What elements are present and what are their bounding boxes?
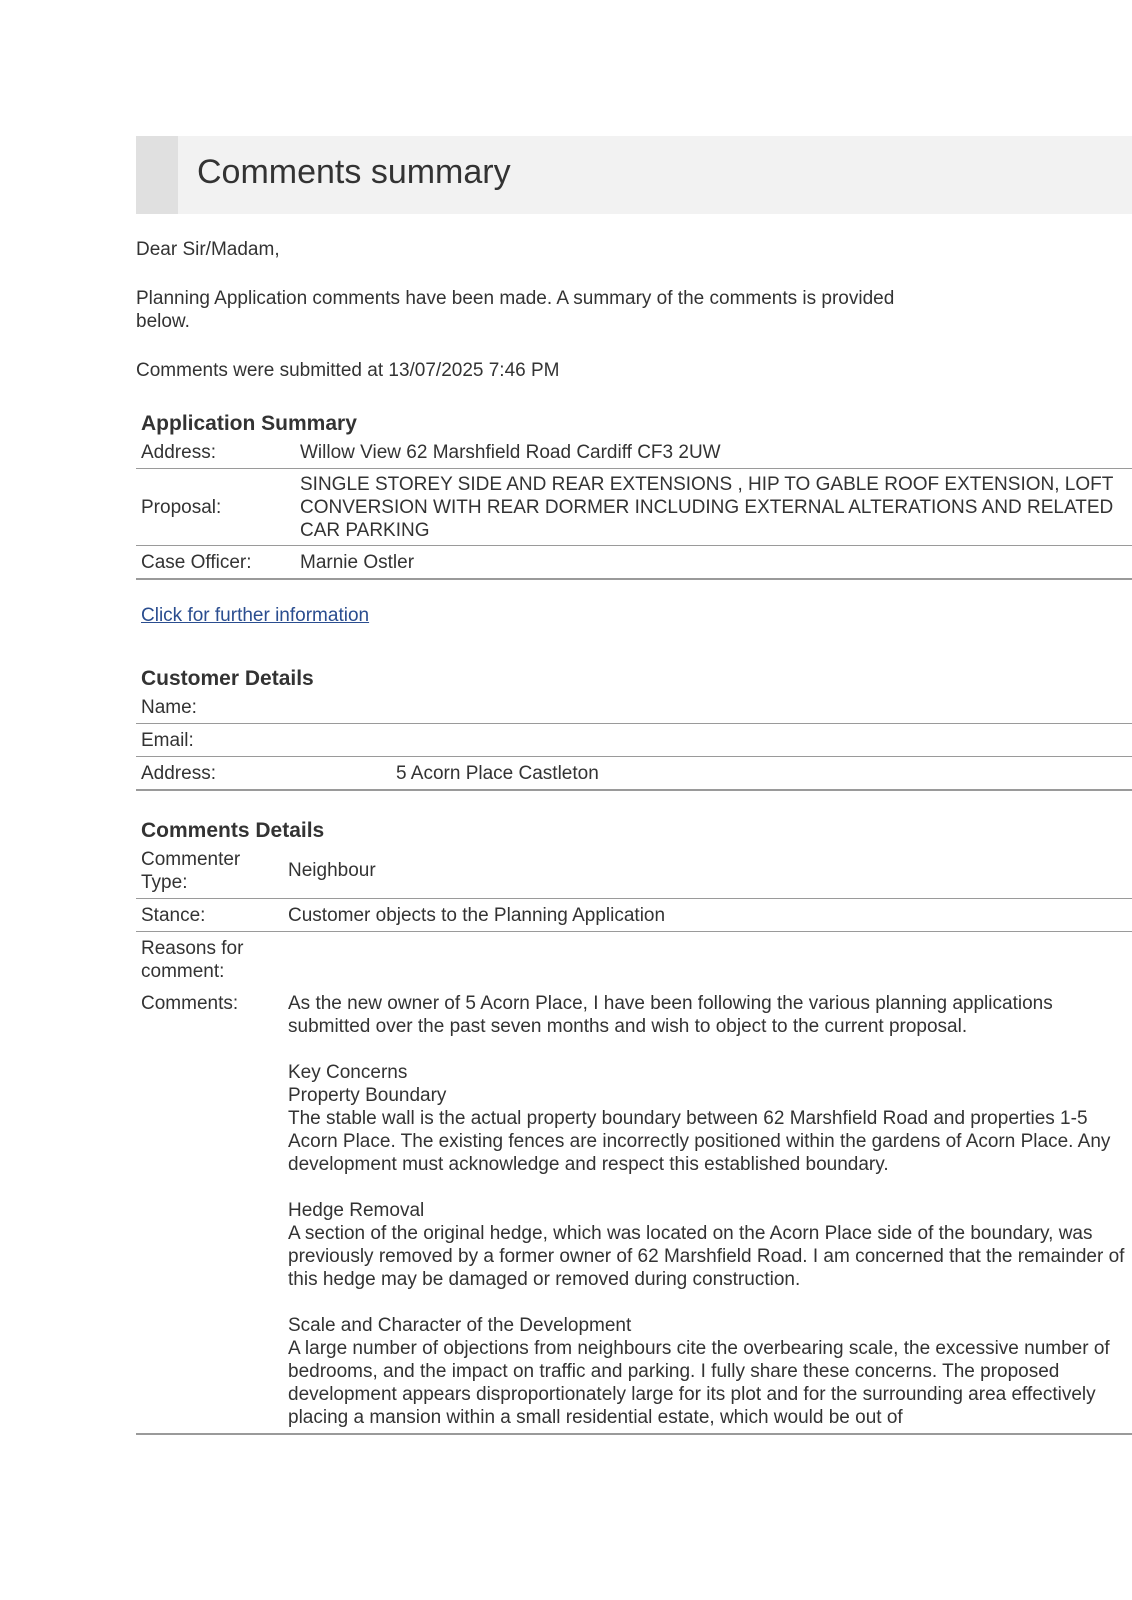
table-row [136,757,1132,791]
submitted-timestamp: Comments were submitted at 13/07/2025 7:46 PM [136,360,560,381]
case-officer-label: Case Officer: [141,551,252,573]
boundary-text: The stable wall is the actual property boundary between 62 Marshfield Road and properties 1-5 Acorn Place. The existing fences are incorrectly positioned within the gardens of Acorn Place. Any development must acknowledge and respect this established boundary. [288,1108,1111,1175]
title-bar [136,136,1132,214]
customer-address-label: Address: [141,762,216,784]
hedge-heading: Hedge Removal [288,1200,425,1221]
further-information-link[interactable]: Click for further information [141,605,370,626]
table-row [136,469,1132,546]
page-title: Comments summary [197,153,511,191]
reasons-value [283,932,1132,987]
table-row [136,986,1132,1434]
comments-details-heading: Comments Details [141,819,325,842]
table-row [136,899,1132,932]
stance-value: Customer objects to the Planning Application [288,904,666,926]
proposal-label: Proposal: [141,496,222,518]
table-row [136,932,1132,987]
customer-details-heading: Customer Details [141,667,314,690]
application-summary-table [136,436,1132,580]
reasons-label: Reasons for comment: [141,938,244,982]
table-row [136,843,1132,899]
email-label: Email: [141,729,194,751]
document-page [136,136,1132,1435]
comment-section-boundary [288,1061,1132,1176]
comments-body [283,986,1132,1434]
commenter-type-label: Commenter Type: [141,848,241,893]
title-accent [136,136,178,214]
scale-heading: Scale and Character of the Development [288,1315,632,1336]
address-label: Address: [141,441,216,463]
table-row [136,691,1132,724]
customer-email [391,724,1132,757]
table-row [136,436,1132,469]
boundary-heading: Property Boundary [288,1085,447,1106]
comment-section-scale [288,1314,1132,1429]
table-row [136,546,1132,580]
key-concerns-heading: Key Concerns [288,1062,408,1083]
scale-text: A large number of objections from neighbours cite the overbearing scale, the excessive number of bedrooms, and the impact on traffic and parking. I fully share these concerns. The proposed development appears disproportionately large for its plot and for the surrounding area effectively placing a mansion within a small residential estate, which would be out of [288,1338,1110,1428]
comments-details-table [136,843,1132,1435]
comment-opening: As the new owner of 5 Acorn Place, I have been following the various planning applications submitted over the past seven months and wish to object to the current proposal. [288,993,1053,1037]
stance-label: Stance: [141,904,206,926]
intro-message: Planning Application comments have been made. A summary of the comments is provided below. [136,288,895,332]
name-label: Name: [141,696,197,718]
comment-section-hedge [288,1199,1132,1291]
application-address: Willow View 62 Marshfield Road Cardiff CF3 2UW [300,441,721,463]
case-officer-name: Marnie Ostler [300,551,415,573]
table-row [136,724,1132,757]
customer-details-table [136,691,1132,791]
greeting: Dear Sir/Madam, [136,239,280,260]
comments-label: Comments: [141,993,239,1014]
proposal-text: SINGLE STOREY SIDE AND REAR EXTENSIONS , HIP TO GABLE ROOF EXTENSION, LOFT CONVERSION WITH REAR DORMER INCLUDING EXTERNAL ALTERATIONS AND RELATED CAR PARKING [300,473,1114,541]
commenter-type: Neighbour [288,860,376,881]
customer-address: 5 Acorn Place Castleton [396,762,599,784]
application-summary-heading: Application Summary [141,412,357,435]
hedge-text: A section of the original hedge, which was located on the Acorn Place side of the boundary, was previously removed by a former owner of 62 Marshfield Road. I am concerned that the remainder of this hedge may be damaged or removed during construction. [288,1223,1125,1290]
customer-name [391,691,1132,724]
